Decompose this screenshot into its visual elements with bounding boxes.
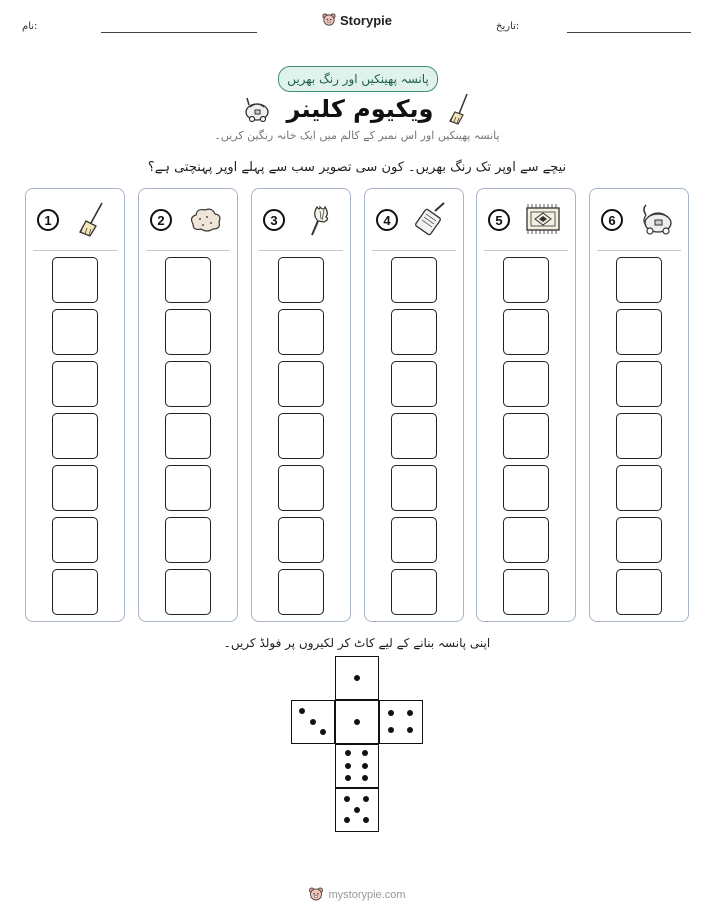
bear-mascot-icon xyxy=(308,886,324,903)
die-pip xyxy=(299,708,305,714)
die-pip xyxy=(344,817,350,823)
column-4 xyxy=(364,188,464,622)
bear-mascot-icon xyxy=(322,12,336,28)
color-box[interactable] xyxy=(278,517,324,563)
die-pip xyxy=(354,807,360,813)
color-box[interactable] xyxy=(165,413,211,459)
color-box[interactable] xyxy=(391,465,437,511)
color-box[interactable] xyxy=(616,569,662,615)
color-box[interactable] xyxy=(52,517,98,563)
color-box[interactable] xyxy=(52,465,98,511)
color-box[interactable] xyxy=(278,309,324,355)
color-box[interactable] xyxy=(165,569,211,615)
color-box[interactable] xyxy=(391,257,437,303)
footer-url[interactable]: mystorypie.com xyxy=(328,888,406,901)
column-header xyxy=(252,189,350,251)
die-face-4 xyxy=(379,700,423,744)
color-box[interactable] xyxy=(391,413,437,459)
column-divider xyxy=(597,250,681,251)
die-pip xyxy=(363,817,369,823)
color-box[interactable] xyxy=(503,309,549,355)
column-number: 4 xyxy=(376,209,398,231)
column-divider xyxy=(259,250,343,251)
color-box[interactable] xyxy=(165,309,211,355)
broom-icon xyxy=(447,92,473,126)
color-box[interactable] xyxy=(391,517,437,563)
die-pip xyxy=(388,710,394,716)
column-number: 1 xyxy=(37,209,59,231)
color-box[interactable] xyxy=(503,413,549,459)
color-box[interactable] xyxy=(391,569,437,615)
activity-pill: پانسہ پھینکیں اور رنگ بھریں xyxy=(278,66,438,92)
column-divider xyxy=(33,250,117,251)
color-box[interactable] xyxy=(165,257,211,303)
die-face-5 xyxy=(335,788,379,832)
cut-instruction: اپنی پانسہ بنانے کے لیے کاٹ کر لکیروں پر فولڈ کریں۔ xyxy=(223,636,491,650)
column-number: 3 xyxy=(263,209,285,231)
die-pip xyxy=(362,750,368,756)
brand-name: Storypie xyxy=(339,12,392,28)
die-pip xyxy=(363,796,369,802)
die-pip xyxy=(362,775,368,781)
column-3 xyxy=(251,188,351,622)
dust-cloud-icon xyxy=(185,199,225,239)
die-pip xyxy=(354,719,360,725)
color-box[interactable] xyxy=(503,517,549,563)
color-box[interactable] xyxy=(503,257,549,303)
color-box[interactable] xyxy=(278,361,324,407)
die-face-1 xyxy=(335,656,379,700)
column-6 xyxy=(589,188,689,622)
color-box[interactable] xyxy=(616,465,662,511)
die-pip xyxy=(345,750,351,756)
column-divider xyxy=(146,250,230,251)
die-pip xyxy=(362,763,368,769)
color-box[interactable] xyxy=(616,309,662,355)
vacuum-cleaner-icon xyxy=(241,95,273,123)
column-1 xyxy=(25,188,125,622)
die-pip xyxy=(320,729,326,735)
column-5 xyxy=(476,188,576,622)
color-box[interactable] xyxy=(616,361,662,407)
die-pip xyxy=(344,796,350,802)
name-label: نام: xyxy=(22,21,38,32)
die-face-1 xyxy=(335,700,379,744)
date-line[interactable] xyxy=(567,32,691,33)
feather-duster-icon xyxy=(298,199,338,239)
color-box[interactable] xyxy=(616,413,662,459)
die-pip xyxy=(407,727,413,733)
rug-icon xyxy=(523,199,563,239)
instruction: نیچے سے اوپر تک رنگ بھریں۔ کون سی تصویر سب سے پہلے اوپر پہنچتی ہے؟ xyxy=(147,160,567,175)
date-label: تاریخ: xyxy=(496,21,520,32)
die-pip xyxy=(345,775,351,781)
color-box[interactable] xyxy=(278,413,324,459)
color-box[interactable] xyxy=(52,309,98,355)
column-header xyxy=(477,189,575,251)
column-number: 6 xyxy=(601,209,623,231)
color-box[interactable] xyxy=(278,465,324,511)
color-box[interactable] xyxy=(616,257,662,303)
color-box[interactable] xyxy=(165,465,211,511)
dustpan-icon xyxy=(411,199,451,239)
color-box[interactable] xyxy=(616,517,662,563)
column-divider xyxy=(484,250,568,251)
color-box[interactable] xyxy=(52,413,98,459)
die-pip xyxy=(310,719,316,725)
die-pip xyxy=(388,727,394,733)
color-box[interactable] xyxy=(503,569,549,615)
column-number: 2 xyxy=(150,209,172,231)
die-pip xyxy=(407,710,413,716)
color-box[interactable] xyxy=(52,257,98,303)
color-box[interactable] xyxy=(503,465,549,511)
color-box[interactable] xyxy=(165,517,211,563)
column-header xyxy=(26,189,124,251)
column-header xyxy=(139,189,237,251)
die-face-6 xyxy=(335,744,379,788)
column-header xyxy=(590,189,688,251)
broom-icon xyxy=(72,199,112,239)
brand-logo xyxy=(0,12,714,28)
color-box[interactable] xyxy=(278,257,324,303)
footer xyxy=(0,886,714,903)
color-box[interactable] xyxy=(391,361,437,407)
color-box[interactable] xyxy=(278,569,324,615)
color-box[interactable] xyxy=(165,361,211,407)
color-box[interactable] xyxy=(52,361,98,407)
name-line[interactable] xyxy=(101,32,257,33)
die-face-3 xyxy=(291,700,335,744)
color-box[interactable] xyxy=(52,569,98,615)
die-pip xyxy=(354,675,360,681)
color-box[interactable] xyxy=(391,309,437,355)
subtitle: پانسہ پھینکیں اور اس نمبر کے کالم میں ایک خانہ رنگین کریں۔ xyxy=(214,129,500,142)
vacuum-cleaner-icon xyxy=(636,199,676,239)
column-header xyxy=(365,189,463,251)
column-divider xyxy=(372,250,456,251)
column-2 xyxy=(138,188,238,622)
color-box[interactable] xyxy=(503,361,549,407)
die-pip xyxy=(345,763,351,769)
page-title: ویکیوم کلینر xyxy=(286,95,434,123)
title-row xyxy=(0,92,714,126)
column-number: 5 xyxy=(488,209,510,231)
